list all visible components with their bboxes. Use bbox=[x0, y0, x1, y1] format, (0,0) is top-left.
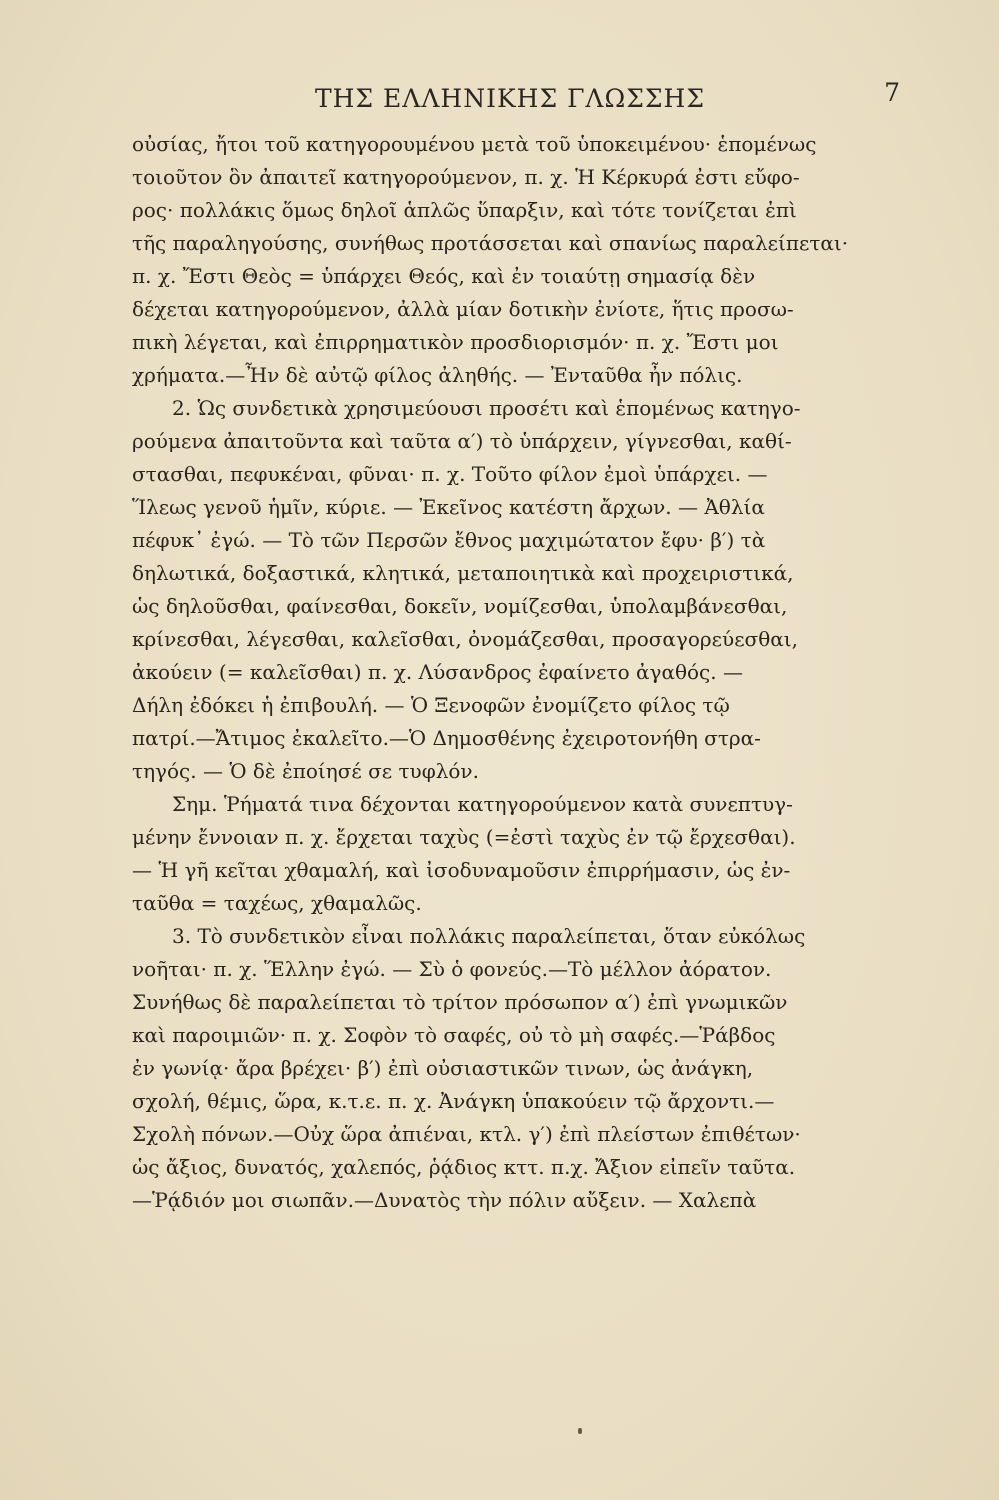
text-line: χρήματα.—Ἦν δὲ αὐτῷ φίλος ἀληθής. — Ἐνταῦθα ἦν πόλις. bbox=[132, 363, 743, 387]
body-text bbox=[132, 128, 916, 1217]
page-number: 7 bbox=[884, 78, 900, 107]
text-line: π. χ. Ἔστι Θεὸς = ὑπάρχει Θεός, καὶ ἐν τοιαύτῃ σημασίᾳ δὲν bbox=[132, 264, 756, 288]
text-line: τοιοῦτον ὃν ἀπαιτεῖ κατηγορούμενον, π. χ. Ἡ Κέρκυρά ἐστι εὔφο- bbox=[132, 165, 800, 189]
running-title: ΤΗΣ ΕΛΛΗΝΙΚΗΣ ΓΛΩΣΣΗΣ bbox=[314, 84, 706, 113]
note-start: Σημ. Ῥήματά τινα δέχονται κατηγορούμενον κατὰ συνεπτυγ- bbox=[172, 792, 793, 816]
text-line: πατρί.—Ἄτιμος ἐκαλεῖτο.—Ὁ Δημοσθένης ἐχειροτονήθη στρα- bbox=[132, 726, 761, 750]
text-line: Δήλη ἐδόκει ἡ ἐπιβουλή. — Ὁ Ξενοφῶν ἐνομίζετο φίλος τῷ bbox=[132, 693, 730, 717]
page-header bbox=[130, 78, 900, 120]
text-line: τηγός. — Ὁ δὲ ἐποίησέ σε τυφλόν. bbox=[132, 759, 479, 783]
text-line: καὶ παροιμιῶν· π. χ. Σοφὸν τὸ σαφές, οὐ τὸ μὴ σαφές.—Ῥάβδος bbox=[132, 1023, 776, 1047]
text-line: ρούμενα ἀπαιτοῦντα καὶ ταῦτα α′) τὸ ὑπάρχειν, γίγνεσθαι, καθί- bbox=[132, 429, 792, 453]
ink-speck bbox=[578, 1428, 582, 1434]
text-line: νοῆται· π. χ. Ἕλλην ἐγώ. — Σὺ ὁ φονεύς.—Τὸ μέλλον ἀόρατον. bbox=[132, 957, 772, 981]
text-line: ρος· πολλάκις ὅμως δηλοῖ ἁπλῶς ὕπαρξιν, καὶ τότε τονίζεται ἐπὶ bbox=[132, 198, 797, 222]
text-line: Ἵλεως γενοῦ ἡμῖν, κύριε. — Ἐκεῖνος κατέστη ἄρχων. — Ἀθλία bbox=[132, 495, 765, 519]
paragraph-3-start: 3. Τὸ συνδετικὸν εἶναι πολλάκις παραλείπεται, ὅταν εὐκόλως bbox=[172, 924, 806, 948]
text-line: οὐσίας, ἤτοι τοῦ κατηγορουμένου μετὰ τοῦ ὑποκειμένου· ἑπομένως bbox=[132, 132, 817, 156]
text-line: ἀκούειν (= καλεῖσθαι) π. χ. Λύσανδρος ἐφαίνετο ἀγαθός. — bbox=[132, 660, 743, 684]
text-line: πέφυκ᾽ ἐγώ. — Τὸ τῶν Περσῶν ἔθνος μαχιμώτατον ἔφυ· β′) τὰ bbox=[132, 528, 766, 552]
text-line: μένην ἔννοιαν π. χ. ἔρχεται ταχὺς (=ἐστὶ ταχὺς ἐν τῷ ἔρχεσθαι). bbox=[132, 825, 796, 849]
text-line: ἐν γωνίᾳ· ἄρα βρέχει· β′) ἐπὶ οὐσιαστικῶν τινων, ὡς ἀνάγκη, bbox=[132, 1056, 754, 1080]
text-line: δέχεται κατηγορούμενον, ἀλλὰ μίαν δοτικὴν ἐνίοτε, ἥτις προσω- bbox=[132, 297, 794, 321]
text-line: στασθαι, πεφυκέναι, φῦναι· π. χ. Τοῦτο φίλον ἐμοὶ ὑπάρχει. — bbox=[132, 462, 768, 486]
text-line: Σχολὴ πόνων.—Οὐχ ὥρα ἀπιέναι, κτλ. γ′) ἐπὶ πλείστων ἐπιθέτων· bbox=[132, 1122, 801, 1146]
text-line: ὡς δηλοῦσθαι, φαίνεσθαι, δοκεῖν, νομίζεσθαι, ὑπολαμβάνεσθαι, bbox=[132, 594, 788, 618]
paragraph-2-start: 2. Ὡς συνδετικὰ χρησιμεύουσι προσέτι καὶ ἑπομένως κατηγο- bbox=[172, 396, 801, 420]
text-line: ὡς ἄξιος, δυνατός, χαλεπός, ῥᾴδιος κττ. π.χ. Ἄξιον εἰπεῖν ταῦτα. bbox=[132, 1155, 796, 1179]
text-line: —Ῥᾴδιόν μοι σιωπᾶν.—Δυνατὸς τὴν πόλιν αὔξειν. — Χαλεπὰ bbox=[132, 1188, 757, 1212]
text-line: δηλωτικά, δοξαστικά, κλητικά, μεταποιητικὰ καὶ προχειριστικά, bbox=[132, 561, 794, 585]
text-line: σχολή, θέμις, ὥρα, κ.τ.ε. π. χ. Ἀνάγκη ὑπακούειν τῷ ἄρχοντι.— bbox=[132, 1089, 775, 1113]
text-line: — Ἡ γῆ κεῖται χθαμαλή, καὶ ἰσοδυναμοῦσιν ἐπιρρήμασιν, ὡς ἐν- bbox=[132, 858, 791, 882]
text-line: ταῦθα = ταχέως, χθαμαλῶς. bbox=[132, 891, 422, 915]
text-line: κρίνεσθαι, λέγεσθαι, καλεῖσθαι, ὀνομάζεσθαι, προσαγορεύεσθαι, bbox=[132, 627, 798, 651]
text-line: Συνήθως δὲ παραλείπεται τὸ τρίτον πρόσωπον α′) ἐπὶ γνωμικῶν bbox=[132, 990, 788, 1014]
text-line: πικὴ λέγεται, καὶ ἐπιρρηματικὸν προσδιορισμόν· π. χ. Ἔστι μοι bbox=[132, 330, 779, 354]
text-line: τῆς παραληγούσης, συνήθως προτάσσεται καὶ σπανίως παραλείπεται· bbox=[132, 231, 849, 255]
